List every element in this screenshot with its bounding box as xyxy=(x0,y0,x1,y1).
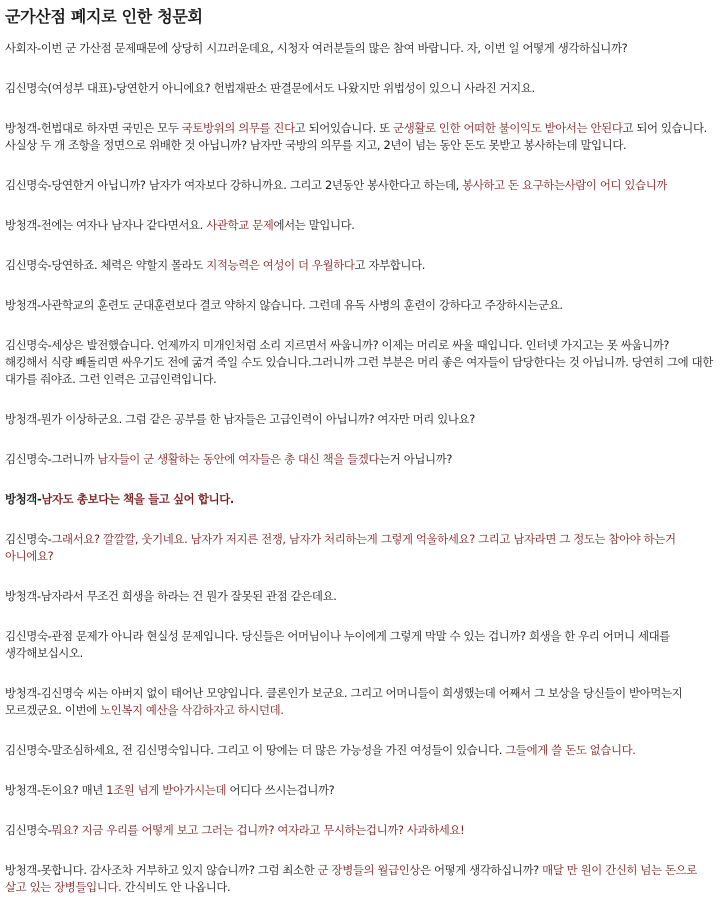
dialogue-text: 김신명숙-그러니까 xyxy=(5,452,98,466)
dialogue-paragraph xyxy=(5,782,714,799)
dialogue-paragraph xyxy=(5,337,714,388)
highlighted-text: 국토방위의 의무를 진다 xyxy=(181,121,295,135)
dialogue-text: 김신명숙(여성부 대표)-당연한거 아니에요? 헌법재판소 판결문에서도 나왔지만 위법성이 있으니 사라진 거지요. xyxy=(5,81,535,95)
dialogue-paragraph xyxy=(5,491,714,508)
dialogue-paragraph xyxy=(5,742,714,759)
dialogue-text: 방청객-뭔가 이상하군요. 그럼 같은 공부를 한 남자들은 고급인력이 아닙니까? 여자만 머리 있나요? xyxy=(5,412,475,426)
dialogue-paragraph xyxy=(5,257,714,274)
highlighted-text: 노인복지 예산을 삭감하자고 하시던데. xyxy=(100,703,284,717)
highlighted-text: 뭐요? 지금 우리를 어떻게 보고 그러는 겁니까? 여자라고 무시하는겁니까? 사과하세요! xyxy=(51,823,465,837)
dialogue-text: 방청객-남자라서 무조건 희생을 하라는 건 뭔가 잘못된 관점 같은데요. xyxy=(5,589,337,603)
dialogue-text: 방청객-못합니다. 감사조차 거부하고 있지 않습니까? 그럼 최소한 xyxy=(5,863,318,877)
dialogue-paragraph xyxy=(5,531,714,565)
dialogue-paragraph xyxy=(5,297,714,314)
dialogue-paragraph xyxy=(5,411,714,428)
dialogue-paragraph xyxy=(5,217,714,234)
highlighted-text: 지적능력은 여성이 더 우월하다 xyxy=(206,258,355,272)
dialogue-paragraph xyxy=(5,628,714,662)
highlighted-text: 남자들이 군 생활하는 동안에 여자들은 총 대신 책을 들겠다 xyxy=(97,452,380,466)
dialogue-paragraph xyxy=(5,862,714,896)
dialogue-text: 김신명숙-말조심하세요, 전 김신명숙입니다. 그리고 이 땅에는 더 많은 가능성을 가진 여성들이 있습니다. xyxy=(5,743,506,757)
dialogue-text: 고 자부합니다. xyxy=(354,258,426,272)
dialogue-text: 김신명숙-관점 문제가 아니라 현실성 문제입니다. 당신들은 어머님이나 누이에게 그렇게 막말 수 있는 겁니까? 희생을 한 우리 어머니 세대를 생각해보십시오. xyxy=(5,629,670,660)
highlighted-text: 사관학교 문제 xyxy=(206,218,274,232)
highlighted-text: 1조원 넘게 받아가시는데 xyxy=(106,783,227,797)
dialogue-text: 김신명숙- xyxy=(5,532,52,546)
dialogue-text: 어디다 쓰시는겁니까? xyxy=(226,783,335,797)
dialogue-text: 김신명숙-당연한거 아닙니까? 남자가 여자보다 강하니까요. 그리고 2년동안 봉사한다고 하는데, xyxy=(5,178,463,192)
dialogue-text: 김신명숙- xyxy=(5,823,52,837)
dialogue-text: 은 어떻게 생각하십니까? xyxy=(420,863,543,877)
document-title: 군가산점 폐지로 인한 청문회 xyxy=(5,7,203,26)
highlighted-text: 남자도 총보다는 책을 들고 싶어 합니다. xyxy=(41,492,234,506)
highlighted-text: 그래서요? 깔깔깔, 웃기네요. 남자가 저지른 전쟁, 남자가 처리하는게 그렇게 억울하세요? 그리고 남자라면 그 정도는 참아야 하는거 아니에요? xyxy=(5,532,676,563)
dialogue-paragraph xyxy=(5,685,714,719)
highlighted-text: 그들에게 쓸 돈도 없습니다. xyxy=(505,743,636,757)
highlighted-text: 봉사하고 돈 요구하는사람이 어디 있습니까 xyxy=(462,178,668,192)
dialogue-paragraph xyxy=(5,177,714,194)
dialogue-text: 는거 아닙니까? xyxy=(379,452,453,466)
dialogue-text: 방청객-돈이요? 매년 xyxy=(5,783,107,797)
dialogue-paragraph xyxy=(5,588,714,605)
transcript-body xyxy=(5,40,714,896)
dialogue-text: 사회자-이번 군 가산점 문제때문에 상당히 시끄러운데요, 시청자 여러분들의 많은 참여 바랍니다. 자, 이번 일 어떻게 생각하십니까? xyxy=(5,41,628,55)
dialogue-text: 간식비도 안 나옵니다. xyxy=(121,880,231,894)
dialogue-paragraph xyxy=(5,451,714,468)
dialogue-text: 방청객-전에는 여자나 남자나 같다면서요. xyxy=(5,218,207,232)
highlighted-text: 매달 만 원이 간신히 넘는 돈으로 살고 있는 장병들입니다. xyxy=(5,863,697,894)
dialogue-text: 고 되어 있습니다. 사실상 두 개 조항을 정면으로 위배한 것 아닙니까? 남자만 국방의 의무를 지고, 2년이 넘는 동안 돈도 못받고 봉사하는데 말입니다. xyxy=(5,121,707,152)
dialogue-text: 김신명숙-당연하죠. 체력은 약할지 몰라도 xyxy=(5,258,207,272)
dialogue-paragraph xyxy=(5,40,714,57)
dialogue-text: 방청객- xyxy=(5,492,42,506)
dialogue-text: 에서는 말입니다. xyxy=(273,218,355,232)
dialogue-text: 방청객-김신명숙 씨는 아버지 없이 태어난 모양입니다. 클론인가 보군요. 그리고 어머니들이 희생했는데 어째서 그 보상을 당신들이 받아먹는지 모르겠군요. 이번에 xyxy=(5,686,683,717)
dialogue-text: 방청객-사관학교의 훈련도 군대훈련보다 결코 약하지 않습니다. 그런데 유독 사병의 훈련이 강하다고 주장하시는군요. xyxy=(5,298,563,312)
dialogue-paragraph xyxy=(5,120,714,154)
dialogue-paragraph xyxy=(5,80,714,97)
dialogue-text: 고 되어있습니다. 또 xyxy=(294,121,394,135)
dialogue-paragraph xyxy=(5,822,714,839)
dialogue-text: 김신명숙-세상은 발전했습니다. 언제까지 미개인처럼 소리 지르면서 싸웁니까? 이제는 머리로 싸울 때입니다. 인터넷 가지고는 못 싸웁니까? 해킹해서 식량 빼돌리면 싸우기도 전에 굶겨 죽일 수도 있습니다.그러니까 그런 부분은 머리 좋은 여자들이 담당한다는 것 아닙니까. 당연히 그에 대한 대가를 줘야죠. 그런 인력은 고급인력입니다. xyxy=(5,338,713,386)
highlighted-text: 군생활로 인한 어떠한 불이익도 받아서는 안된다 xyxy=(393,121,623,135)
dialogue-text: 방청객-헌법대로 하자면 국민은 모두 xyxy=(5,121,182,135)
highlighted-text: 군 장병들의 월급인상 xyxy=(317,863,421,877)
